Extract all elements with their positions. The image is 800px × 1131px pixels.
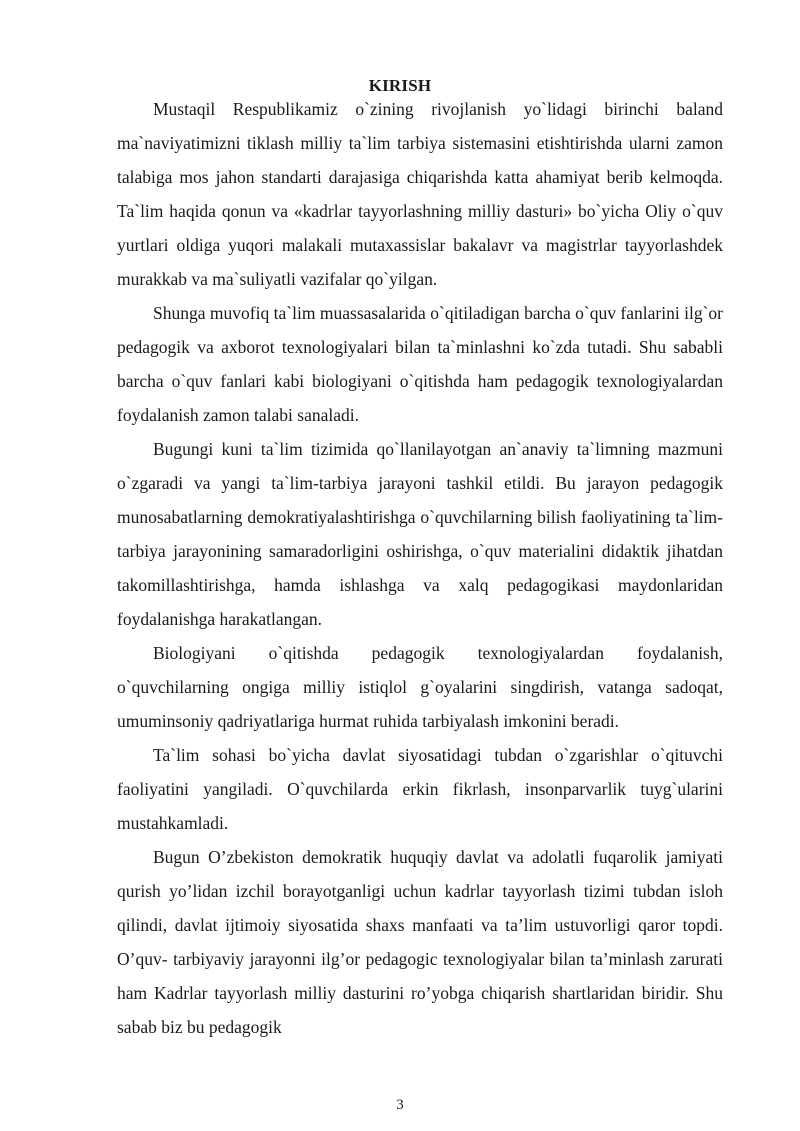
paragraph-4: Biologiyani o`qitishda pedagogik texnologiyalardan foydalanish, o`quvchilarning ongiga milliy istiqlol g`oyalarini singdirish, vatanga sadoqat, umuminsoniy qadriyatlariga hurmat ruhida tarbiyalash imkonini beradi. [117,643,723,731]
paragraph-1: Mustaqil Respublikamiz o`zining rivojlanish yo`lidagi birinchi baland ma`naviyatimizni tiklash milliy ta`lim tarbiya sistemasini etishtirishda ularni zamon talabiga mos jahon standarti darajasiga chiqarishda katta ahamiyat berib kelmoqda. Ta`lim haqida qonun va «kadrlar tayyorlashning milliy dasturi» bo`yicha Oliy o`quv yurtlari oldiga yuqori malakali mutaxassislar bakalavr va magistrlar tayyorlashdek murakkab va ma`suliyatli vazifalar qo`yilgan. [117,99,723,289]
paragraph-2: Shunga muvofiq ta`lim muassasalarida o`qitiladigan barcha o`quv fanlarini ilg`or pedagogik va axborot texnologiyalari bilan ta`minlashni ko`zda tutadi. Shu sababli barcha o`quv fanlari kabi biologiyani o`qitishda ham pedagogik texnologiyalardan foydalanish zamon talabi sanaladi. [117,303,723,425]
paragraph-5: Ta`lim sohasi bo`yicha davlat siyosatidagi tubdan o`zgarishlar o`qituvchi faoliyatini yangiladi. O`quvchilarda erkin fikrlash, insonparvarlik tuyg`ularini mustahkamladi. [117,745,723,833]
page-title: KIRISH [368,76,432,95]
paragraph-6: Bugun O’zbekiston demokratik huquqiy davlat va adolatli fuqarolik jamiyati qurish yo’lidan izchil borayotganligi uchun kadrlar tayyorlash tizimi tubdan isloh qilindi, davlat ijtimoiy siyosatida shaxs manfaati va ta’lim ustuvorligi qaror topdi. O’quv- tarbiyaviy jarayonni ilg’or pedagogic texnologiyalar bilan ta’minlash zarurati ham Kadrlar tayyorlash milliy dasturini ro’yobga chiqarish shartlaridan biridir. Shu sabab biz bu pedagogik [117,847,723,1037]
body-text [117,92,723,1044]
paragraph-3: Bugungi kuni ta`lim tizimida qo`llanilayotgan an`anaviy ta`limning mazmuni o`zgaradi va yangi ta`lim-tarbiya jarayoni tashkil etildi. Bu jarayon pedagogik munosabatlarning demokratiyalashtirishga o`quvchilarning bilish faoliyatining ta`lim-tarbiya jarayonining samaradorligini oshirishga, o`quv materialini didaktik jihatdan takomillashtirishga, hamda ishlashga va xalq pedagogikasi maydonlaridan foydalanishga harakatlangan. [117,439,723,629]
page-number: 3 [396,1097,404,1113]
